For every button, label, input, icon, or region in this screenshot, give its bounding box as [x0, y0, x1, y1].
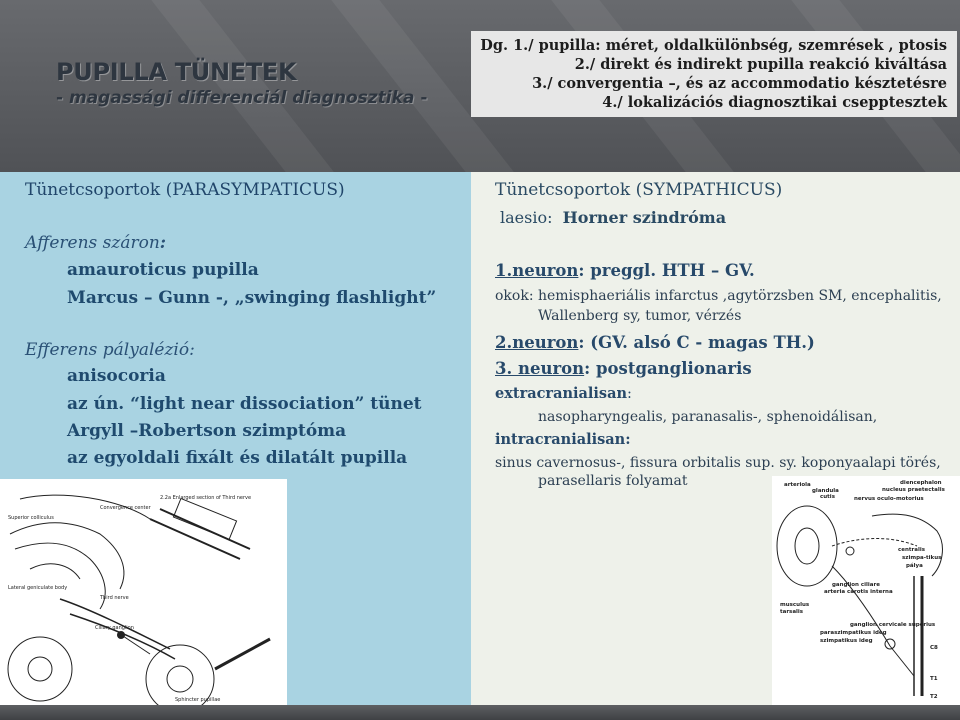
fig-label-szimp: szimpatikus ideg [820, 638, 873, 644]
fig-label-enlarged: 2.2a Enlarged section of Third nerve [160, 495, 252, 501]
fig-label-tarsalis: tarsalis [780, 609, 804, 615]
efferent-item: Argyll –Robertson szimptóma [67, 421, 347, 441]
pathway-line [30, 564, 80, 579]
neuron-2-text: : (GV. alsó C - magas TH.) [578, 333, 815, 352]
neuron-3-text: : postganglionaris [584, 359, 752, 378]
laesio-line [500, 208, 726, 227]
left-eye-circle [8, 637, 72, 701]
extra-label-text: extracranialisan [495, 385, 628, 402]
fig-label-sphincter: Sphincter pupillae [175, 697, 221, 703]
left-pupil-circle [28, 657, 52, 681]
fig-label-praetectalis: nucleus praetectalis [882, 487, 945, 493]
afferent-item: Marcus – Gunn -, „swinging flashlight” [67, 288, 437, 308]
neuron-3-label: 3. neuron [495, 359, 585, 378]
step-4: 4./ lokalizációs diagnosztikai csepptesztek [602, 94, 947, 111]
laesio-label: laesio: [500, 208, 553, 227]
pupillary-pathway-figure [0, 479, 287, 705]
footer-band [0, 705, 960, 720]
neuron-2-line [495, 333, 815, 352]
fig-label-palya: pálya [906, 563, 923, 569]
sympathetic-pathway-figure [772, 476, 960, 705]
neuron-3-line [495, 359, 752, 378]
fig-label-diencephalon: diencephalon [900, 480, 942, 486]
efferent-item: az ún. “light near dissociation” tünet [67, 394, 422, 414]
diagnostic-steps-box [471, 31, 957, 117]
neuron-1-causes-cont: Wallenberg sy, tumor, vérzés [538, 308, 742, 324]
optic-tract-line [60, 599, 170, 649]
fig-label-cervicale: ganglion cervicale superius [850, 622, 936, 628]
neuron-1-causes: okok: hemisphaeriális infarctus ,agytörzsben SM, encephalitis, [495, 288, 942, 304]
fig-label-t2: T2 [930, 694, 938, 700]
ciliary-ganglion-dot [117, 631, 125, 639]
fig-label-ciliary-ganglion: Ciliary ganglion [95, 625, 134, 631]
sympathetic-line [890, 646, 914, 676]
extra-label [495, 385, 632, 402]
intra-label: intracranialisan: [495, 431, 631, 448]
fig-label-parasz: paraszimpatikus ideg [820, 630, 887, 636]
afferent-label [25, 233, 166, 253]
efferent-label: Efferens pályalézió: [25, 340, 195, 360]
page-title: PUPILLA TÜNETEK [56, 58, 297, 86]
neuron-1-line [495, 261, 755, 280]
extra-items: nasopharyngealis, paranasalis-, sphenoidálisan, [538, 409, 878, 425]
sympathetic-heading: Tünetcsoportok (SYMPATHICUS) [495, 180, 783, 200]
fig-label-c8: C8 [930, 645, 938, 651]
header-banner [0, 0, 960, 172]
subtitle-dash: - [56, 88, 64, 108]
fig-label-third-nerve: Third nerve [100, 595, 129, 601]
title-block [56, 58, 427, 108]
neuron-1-label: 1.neuron [495, 261, 579, 280]
neuron-2-label: 2.neuron [495, 333, 579, 352]
right-eye-circle [146, 645, 214, 705]
subtitle-dash: - [420, 88, 428, 108]
subtitle-text: magassági differenciál diagnosztika [68, 88, 415, 108]
parasympathetic-heading: Tünetcsoportok (PARASYMPATICUS) [25, 180, 345, 200]
fig-label-arteriola: arteriola [784, 482, 811, 488]
page-subtitle [56, 88, 427, 108]
intra-items-cont: parasellaris folyamat [538, 473, 688, 489]
neuron-1-text: : preggl. HTH – GV. [578, 261, 755, 280]
right-pupil-circle [167, 666, 193, 692]
afferent-label-text: Afferens száron [25, 233, 160, 253]
step-1: Dg. 1./ pupilla: méret, oldalkülönbség, szemrések , ptosis [480, 37, 947, 54]
extra-colon: : [627, 386, 632, 402]
ciliary-ganglion [846, 547, 854, 555]
eye-outline [777, 506, 837, 586]
fig-label-glandula: glandula [812, 488, 839, 494]
pupillary-pathway-svg [0, 479, 287, 705]
fig-label-t1: T1 [930, 676, 938, 682]
sympathetic-pathway-svg [772, 476, 960, 705]
fig-label-ganglion-ciliare: ganglion ciliare [832, 582, 880, 588]
step-3: 3./ convergentia –, és az accommodatio késztetésre [532, 75, 947, 92]
fig-label-lateral-geniculate: Lateral geniculate body [8, 585, 68, 591]
laesio-value: Horner szindróma [562, 208, 727, 227]
fig-label-cutis: cutis [820, 494, 835, 500]
light-pen-line [215, 639, 270, 669]
afferent-item: amauroticus pupilla [67, 260, 259, 280]
fig-label-superior-colliculus: Superior colliculus [8, 515, 54, 521]
afferent-colon: : [159, 233, 167, 253]
fig-label-musculus: musculus [780, 602, 810, 608]
parasympathetic-line [832, 539, 917, 547]
pathway-line [10, 523, 124, 589]
fig-label-convergence: Convergence center [100, 505, 151, 511]
efferent-item: anisocoria [67, 366, 166, 386]
step-2: 2./ direkt és indirekt pupilla reakció kiváltása [574, 56, 947, 73]
fig-label-arteria-carotis: arteria carotis interna [824, 589, 893, 595]
iris-outline [795, 528, 819, 564]
fig-label-szimpatikus: szimpa-tikus [902, 555, 942, 561]
efferent-item: az egyoldali fixált és dilatált pupilla [67, 448, 408, 468]
fig-label-centralis: centralis [898, 547, 926, 553]
cervical-ganglion [885, 639, 895, 649]
fig-label-oculomotorius: nervus oculo-motorius [854, 496, 924, 502]
intra-items: sinus cavernosus-, fissura orbitalis sup. sy. koponyaalapi törés, [495, 455, 941, 471]
